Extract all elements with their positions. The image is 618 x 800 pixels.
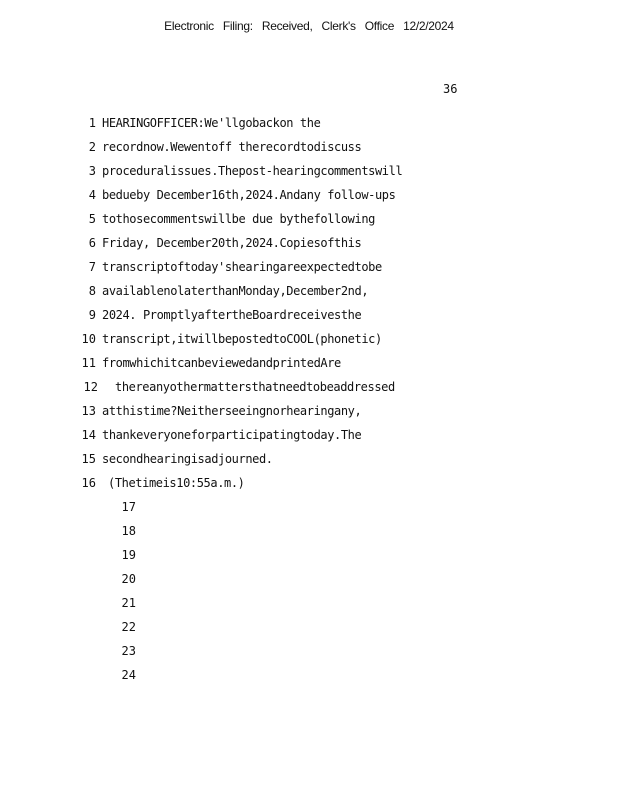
transcript-line (0, 140, 618, 162)
transcript-line (0, 428, 618, 450)
line-number: 22 (121, 620, 136, 634)
line-number: 8 (88, 284, 96, 298)
line-number: 23 (121, 644, 136, 658)
transcript-line (0, 260, 618, 282)
transcript-line (0, 116, 618, 138)
transcript-line (0, 644, 618, 666)
transcript-line (0, 572, 618, 594)
line-number: 9 (88, 308, 96, 322)
line-text: bedueby December16th,2024.Andany follow-ups (102, 188, 396, 202)
line-number: 12 (83, 380, 98, 394)
filing-header: Electronic Filing: Received, Clerk's Office 12/2/2024 (164, 19, 454, 33)
transcript-line (0, 308, 618, 330)
line-number: 17 (121, 500, 136, 514)
line-text: transcriptoftoday'shearingareexpectedtobe (102, 260, 382, 274)
transcript-line (0, 212, 618, 234)
transcript-line (0, 284, 618, 306)
line-text: 2024. PromptlyaftertheBoardreceivesthe (102, 308, 362, 322)
transcript-line (0, 524, 618, 546)
line-text: recordnow.Wewentoff therecordtodiscuss (102, 140, 362, 154)
line-text: proceduralissues.Thepost-hearingcommentswill (102, 164, 403, 178)
transcript-line (0, 236, 618, 258)
line-text: (Thetimeis10:55a.m.) (108, 476, 245, 490)
line-number: 19 (121, 548, 136, 562)
transcript-line (0, 356, 618, 378)
transcript-line (0, 452, 618, 474)
line-number: 4 (88, 188, 96, 202)
line-number: 6 (88, 236, 96, 250)
line-number: 18 (121, 524, 136, 538)
line-number: 13 (81, 404, 96, 418)
line-number: 14 (81, 428, 96, 442)
transcript-line (0, 188, 618, 210)
line-number: 20 (121, 572, 136, 586)
transcript-line (0, 380, 618, 402)
line-number: 5 (88, 212, 96, 226)
transcript-line (0, 500, 618, 522)
transcript-line (0, 596, 618, 618)
line-text: tothosecommentswillbe due bythefollowing (102, 212, 375, 226)
line-text: Friday, December20th,2024.Copiesofthis (102, 236, 362, 250)
line-number: 16 (81, 476, 96, 490)
line-number: 7 (88, 260, 96, 274)
line-text: atthistime?Neitherseeingnorhearingany, (102, 404, 362, 418)
line-text: thereanyothermattersthatneedtobeaddressed (115, 380, 395, 394)
line-number: 3 (88, 164, 96, 178)
line-text: availablenolaterthanMonday,December2nd, (102, 284, 369, 298)
line-number: 21 (121, 596, 136, 610)
transcript-line (0, 404, 618, 426)
line-number: 11 (81, 356, 96, 370)
line-text: fromwhichitcanbeviewedandprintedAre (102, 356, 341, 370)
transcript-line (0, 332, 618, 354)
line-text: thankeveryoneforparticipatingtoday.The (102, 428, 362, 442)
line-text: HEARINGOFFICER:We'llgobackon the (102, 116, 321, 130)
line-number: 2 (88, 140, 96, 154)
transcript-line (0, 620, 618, 642)
line-text: transcript,itwillbepostedtoCOOL(phonetic) (102, 332, 382, 346)
page-number: 36 (443, 82, 458, 96)
line-number: 1 (88, 116, 96, 130)
transcript-line (0, 548, 618, 570)
line-text: secondhearingisadjourned. (102, 452, 273, 466)
transcript-line (0, 668, 618, 690)
line-number: 15 (81, 452, 96, 466)
transcript-line (0, 476, 618, 498)
line-number: 24 (121, 668, 136, 682)
transcript-line (0, 164, 618, 186)
line-number: 10 (81, 332, 96, 346)
